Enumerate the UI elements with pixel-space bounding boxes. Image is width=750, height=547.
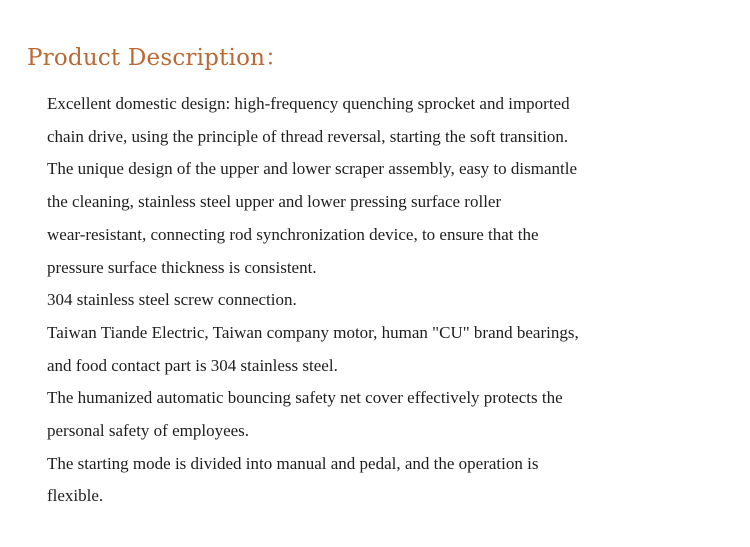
description-line: flexible.: [47, 486, 104, 506]
description-line: personal safety of employees.: [47, 421, 250, 441]
description-line: The starting mode is divided into manual and pedal, and the operation is: [47, 453, 539, 473]
description-line: chain drive, using the principle of thread reversal, starting the soft transition.: [47, 126, 569, 146]
description-line: pressure surface thickness is consistent.: [47, 257, 317, 277]
description-line: wear-resistant, connecting rod synchronization device, to ensure that the: [47, 224, 539, 244]
description-body: [47, 88, 707, 513]
description-line: Taiwan Tiande Electric, Taiwan company motor, human "CU" brand bearings,: [47, 322, 579, 342]
description-line: The humanized automatic bouncing safety net cover effectively protects the: [47, 388, 563, 408]
description-line: Excellent domestic design: high-frequency quenching sprocket and imported: [47, 94, 570, 113]
description-line: 304 stainless steel screw connection.: [47, 290, 297, 310]
section-title: Product Description：: [27, 45, 289, 71]
description-line: The unique design of the upper and lower scraper assembly, easy to dismantle: [47, 159, 577, 179]
description-line: the cleaning, stainless steel upper and lower pressing surface roller: [47, 192, 502, 212]
description-line: and food contact part is 304 stainless steel.: [47, 355, 338, 375]
